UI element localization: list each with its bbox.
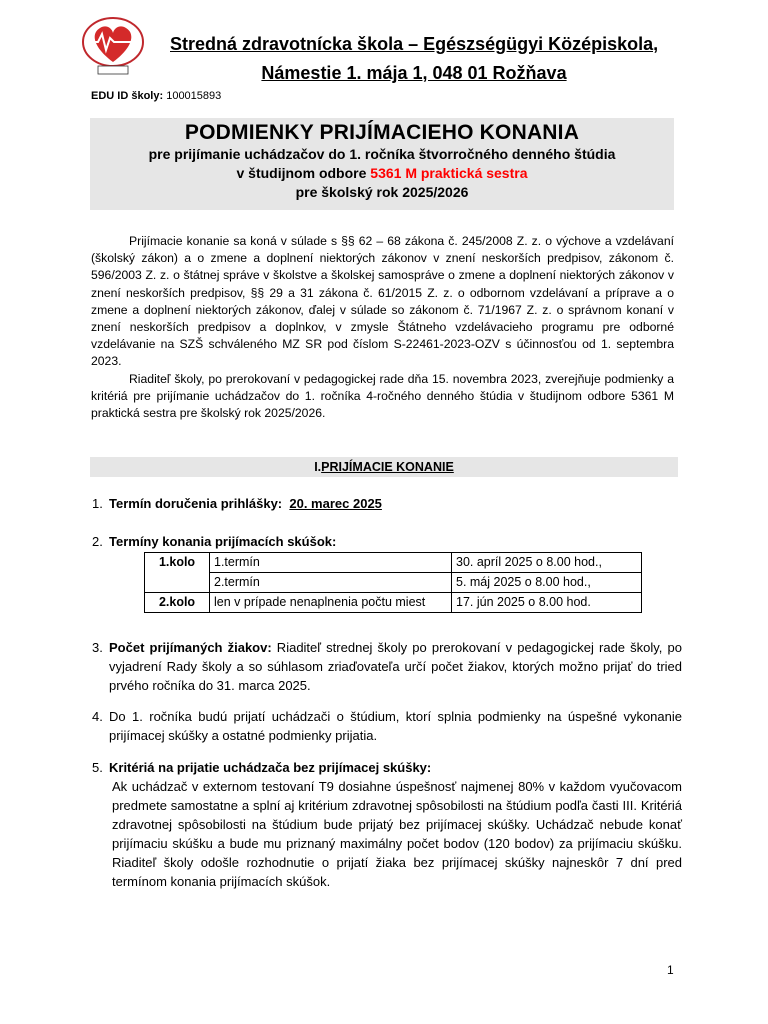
list-item	[92, 707, 682, 745]
table-cell: 2.kolo	[145, 593, 210, 613]
item-text	[109, 638, 682, 695]
table-cell: 2.termín	[210, 573, 452, 593]
item-label: Počet prijímaných žiakov:	[109, 640, 272, 655]
title-line-3	[90, 164, 674, 183]
table-row	[145, 593, 642, 613]
table-row	[145, 573, 642, 593]
intro-text	[91, 233, 674, 422]
study-field: 5361 M praktická sestra	[370, 165, 528, 181]
item-body: Riaditeľ strednej školy po prerokovaní v pedagogickej rade školy, po vyjadrení Rady školy a so súhlasom zriaďovateľa určí počet žiakov, ktorých možno prijať do tried prvého ročníka do 31. marca 2025.	[109, 640, 682, 693]
item-number: 3.	[92, 640, 103, 655]
item-label: Kritériá na prijatie uchádzača bez prijímacej skúšky:	[109, 760, 432, 775]
item-body: Ak uchádzač v externom testovaní T9 dosiahne úspešnosť najmenej 80% v každom vyučovacom predmete samostatne a splní aj kritérium zdravotnej spôsobilosti na štúdium podľa časti III. Kritériá zdravotnej spôsobilosti na štúdium bude prijatý bez prijímacej skúšky. Uchádzač nebude konať prijímaciu skúšku a bude mu priznaný maximálny počet bodov (120 bodov) za prijímaciu skúšku. Riaditeľ školy odošle rozhodnutie o prijatí žiaka bez prijímacej skúšky najneskôr 7 dní pred termínom konania prijímacích skúšok.	[112, 779, 682, 889]
edu-id	[91, 90, 221, 102]
list-item	[92, 638, 682, 695]
item-number: 5.	[92, 760, 103, 775]
exam-dates-table	[144, 552, 642, 613]
application-deadline: 20. marec 2025	[289, 496, 382, 511]
edu-id-label: EDU ID školy:	[91, 90, 164, 102]
table-cell: 1.termín	[210, 553, 452, 573]
document-title: PODMIENKY PRIJÍMACIEHO KONANIA	[184, 121, 580, 144]
item-number: 1.	[92, 496, 103, 511]
school-name: Stredná zdravotnícka škola – Egészségügyi Középiskola,	[170, 34, 659, 54]
item-number: 2.	[92, 534, 103, 549]
title-line-3-prefix: v študijnom odbore	[236, 165, 371, 181]
edu-id-value: 100015893	[166, 90, 222, 102]
table-cell: 5. máj 2025 o 8.00 hod.,	[452, 573, 642, 593]
title-line-2: pre prijímanie uchádzačov do 1. ročníka štvorročného denného štúdia	[148, 146, 616, 162]
title-line-4: pre školský rok 2025/2026	[295, 184, 469, 200]
item-text	[109, 532, 682, 551]
item-text: Do 1. ročníka budú prijatí uchádzači o štúdium, ktorí splnia podmienky na úspešné vykonanie prijímacej skúšky a ostatné podmienky prijatia.	[109, 709, 682, 743]
intro-paragraph-1: Prijímacie konanie sa koná v súlade s §§ 62 – 68 zákona č. 245/2008 Z. z. o výchove a vzdelávaní (školský zákon) a o zmene a doplnení niektorých zákonov v znení neskorších predpisov, zákonom č. 596/2003 Z. z. o štátnej správe v školstve a školskej samospráve o zmene a doplnení niektorých zákonov v znení neskorších predpisov, §§ 29 a 31 zákona č. 61/2015 Z. z. o odbornom vzdelávaní a príprave a o zmene a doplnení niektorých zákonov, ďalej v súlade so zákonom č. 71/1967 Z. z. o správnom konaní v znení neskorších predpisov a doplnkov, v zmysle Štátneho vzdelávacieho programu pre odborné vzdelávanie na SZŠ schváleného MZ SR pod číslom S-22461-2023-OZV s účinnosťou od 1. septembra 2023.	[91, 234, 674, 369]
table-cell: 17. jún 2025 o 8.00 hod.	[452, 593, 642, 613]
item-text	[109, 494, 682, 513]
item-text	[109, 758, 682, 891]
title-box	[90, 118, 674, 210]
table-cell: len v prípade nenaplnenia počtu miest	[210, 593, 452, 613]
table-cell: 30. apríl 2025 o 8.00 hod.,	[452, 553, 642, 573]
section-roman: I.	[314, 460, 322, 474]
table-row	[145, 553, 642, 573]
table-cell: 1.kolo	[145, 553, 210, 593]
list-item	[92, 532, 682, 551]
intro-paragraph-2: Riaditeľ školy, po prerokovaní v pedagogickej rade dňa 15. novembra 2023, zverejňuje podmienky a kritériá pre prijímanie uchádzačov do 1. ročníka 4-ročného denného štúdia v študijnom odbore 5361 M praktická sestra pre školský rok 2025/2026.	[91, 371, 674, 421]
item-label: Termíny konania prijímacích skúšok:	[109, 534, 337, 549]
list-item	[92, 758, 682, 891]
school-address: Námestie 1. mája 1, 048 01 Rožňava	[261, 63, 567, 83]
page-number: 1	[667, 963, 674, 977]
item-label: Termín doručenia prihlášky:	[109, 496, 283, 511]
section-title: PRIJÍMACIE KONANIE	[321, 460, 454, 474]
item-number: 4.	[92, 709, 103, 724]
list-item	[92, 494, 682, 513]
section-heading	[90, 457, 678, 477]
